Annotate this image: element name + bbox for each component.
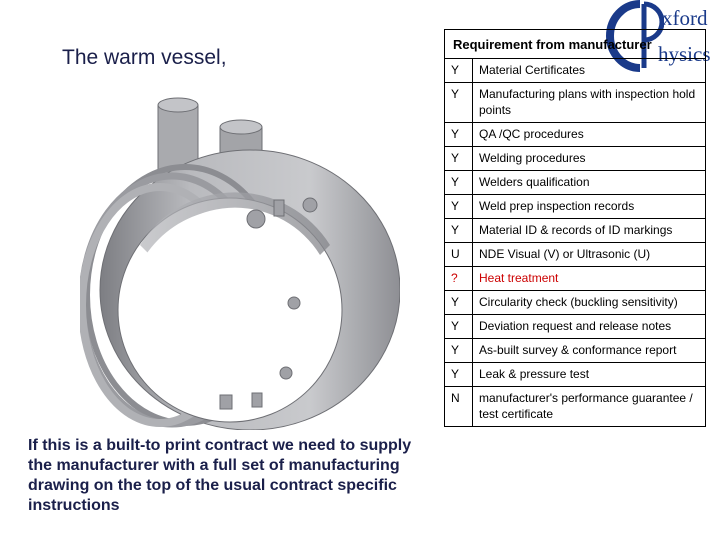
contract-note: If this is a built-to print contract we need to supply the manufacturer with a full set of manufacturing drawing on the top of the usual contract specific instructions — [28, 437, 412, 514]
requirement-text: Heat treatment — [473, 267, 706, 291]
requirement-text: manufacturer's performance guarantee / test certificate — [473, 387, 706, 427]
requirement-flag: U — [445, 243, 473, 267]
requirement-flag: N — [445, 387, 473, 427]
page-title: The warm vessel, — [62, 46, 227, 69]
requirements-list — [444, 58, 706, 427]
requirement-text: Weld prep inspection records — [473, 195, 706, 219]
table-row — [445, 363, 706, 387]
table-row — [445, 171, 706, 195]
logo-word-2: hysics — [658, 42, 711, 66]
table-row — [445, 315, 706, 339]
table-row — [445, 59, 706, 83]
requirement-flag: Y — [445, 59, 473, 83]
requirement-text: Circularity check (buckling sensitivity) — [473, 291, 706, 315]
requirement-flag: Y — [445, 123, 473, 147]
table-row — [445, 339, 706, 363]
table-row — [445, 219, 706, 243]
requirement-text: Welding procedures — [473, 147, 706, 171]
requirement-text: QA /QC procedures — [473, 123, 706, 147]
requirement-flag: Y — [445, 219, 473, 243]
requirement-flag: Y — [445, 171, 473, 195]
requirement-flag: Y — [445, 315, 473, 339]
table-row — [445, 291, 706, 315]
table-row — [445, 387, 706, 427]
requirement-flag: Y — [445, 291, 473, 315]
requirement-text: Leak & pressure test — [473, 363, 706, 387]
requirement-flag: Y — [445, 339, 473, 363]
requirement-text: NDE Visual (V) or Ultrasonic (U) — [473, 243, 706, 267]
requirement-text: Deviation request and release notes — [473, 315, 706, 339]
requirement-text: Material ID & records of ID markings — [473, 219, 706, 243]
requirements-table — [444, 29, 706, 427]
requirement-text: Manufacturing plans with inspection hold points — [473, 83, 706, 123]
warm-vessel-illustration — [80, 95, 400, 430]
logo-word-1: xford — [662, 6, 708, 30]
table-row — [445, 147, 706, 171]
requirement-flag: Y — [445, 147, 473, 171]
requirement-flag: ? — [445, 267, 473, 291]
requirement-text: As-built survey & conformance report — [473, 339, 706, 363]
requirement-flag: Y — [445, 363, 473, 387]
requirement-flag: Y — [445, 195, 473, 219]
table-row — [445, 83, 706, 123]
requirement-text: Welders qualification — [473, 171, 706, 195]
requirements-header: Requirement from manufacturer — [444, 29, 706, 58]
requirement-text: Material Certificates — [473, 59, 706, 83]
table-row — [445, 195, 706, 219]
requirement-flag: Y — [445, 83, 473, 123]
table-row — [445, 123, 706, 147]
table-row — [445, 267, 706, 291]
table-row — [445, 243, 706, 267]
